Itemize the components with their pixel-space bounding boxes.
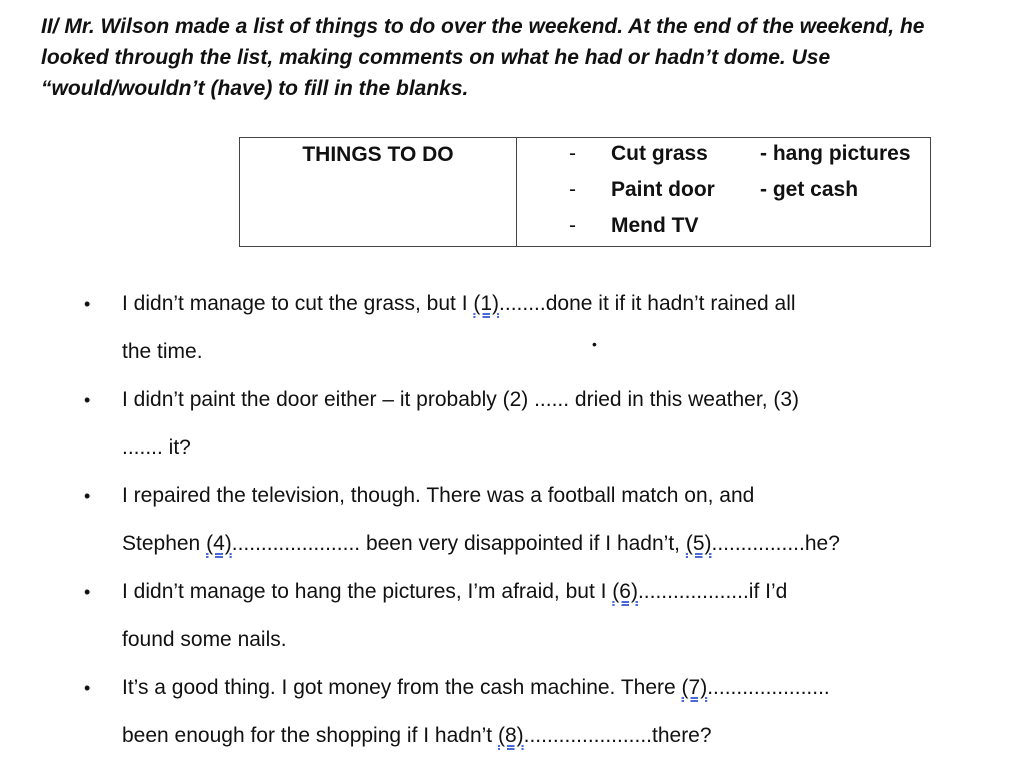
question-line xyxy=(122,520,902,568)
question-line: ....... it? xyxy=(122,436,191,459)
todo-item-paint-door: Paint door xyxy=(611,178,715,201)
bullet-icon: • xyxy=(84,390,91,410)
question-text: It’s a good thing. I got money from the cash machine. There xyxy=(122,676,682,699)
question-text: ................he? xyxy=(711,532,840,555)
exercise-instructions: II/ Mr. Wilson made a list of things to do over the weekend. At the end of the weekend, he looked through the list, making comments on what he had or hadn’t dome. Use “would/wouldn’t (have) to fill in the blanks. xyxy=(41,15,925,100)
question-item-3 xyxy=(0,472,902,568)
question-line xyxy=(122,664,902,712)
blank-8[interactable]: (8) xyxy=(497,724,524,747)
stray-dot: • xyxy=(592,336,597,352)
todo-item-hang-pictures: - hang pictures xyxy=(760,142,911,165)
todo-item-mend-tv: Mend TV xyxy=(611,214,699,237)
question-item-2 xyxy=(0,376,902,472)
todo-dash: - xyxy=(569,142,576,165)
question-text: ...................if I’d xyxy=(637,580,788,603)
question-item-5 xyxy=(0,664,902,760)
things-to-do-table xyxy=(239,137,931,247)
todo-item-cut-grass: Cut grass xyxy=(611,142,708,165)
todo-row xyxy=(517,214,930,244)
question-line xyxy=(122,568,902,616)
question-line xyxy=(122,712,902,760)
question-line: found some nails. xyxy=(122,628,287,651)
question-text: ..................... xyxy=(707,676,830,699)
todo-row xyxy=(517,178,930,208)
question-line xyxy=(122,280,902,328)
todo-dash: - xyxy=(569,178,576,201)
bullet-icon: • xyxy=(84,582,91,602)
blank-5[interactable]: (5) xyxy=(685,532,712,555)
question-list xyxy=(0,280,1024,760)
todo-table-heading: THINGS TO DO xyxy=(240,138,517,246)
question-text: ......................there? xyxy=(523,724,712,747)
bullet-icon: • xyxy=(84,678,91,698)
blank-7[interactable]: (7) xyxy=(681,676,708,699)
question-text: Stephen xyxy=(122,532,207,555)
question-item-4 xyxy=(0,568,902,664)
blank-6[interactable]: (6) xyxy=(612,580,638,603)
question-line: I didn’t paint the door either – it probably (2) ...... dried in this weather, (3) xyxy=(122,388,800,411)
blank-1[interactable]: (1) xyxy=(473,292,500,315)
todo-item-get-cash: - get cash xyxy=(760,178,859,201)
todo-items-cell xyxy=(517,138,930,246)
todo-row xyxy=(517,142,930,172)
blank-4[interactable]: (4) xyxy=(206,532,232,555)
question-text: ........done it if it hadn’t rained all xyxy=(499,292,796,315)
question-text: been enough for the shopping if I hadn’t xyxy=(122,724,498,747)
bullet-icon: • xyxy=(84,486,91,506)
question-line: the time. xyxy=(122,340,203,363)
question-item-1 xyxy=(0,280,902,376)
bullet-icon: • xyxy=(84,294,91,314)
question-line: I repaired the television, though. There was a football match on, and xyxy=(122,484,755,507)
question-text: ...................... been very disappointed if I hadn’t, xyxy=(231,532,686,555)
question-text: I didn’t manage to hang the pictures, I’m afraid, but I xyxy=(122,580,613,603)
question-text: I didn’t manage to cut the grass, but I xyxy=(122,292,474,315)
todo-dash: - xyxy=(569,214,576,237)
